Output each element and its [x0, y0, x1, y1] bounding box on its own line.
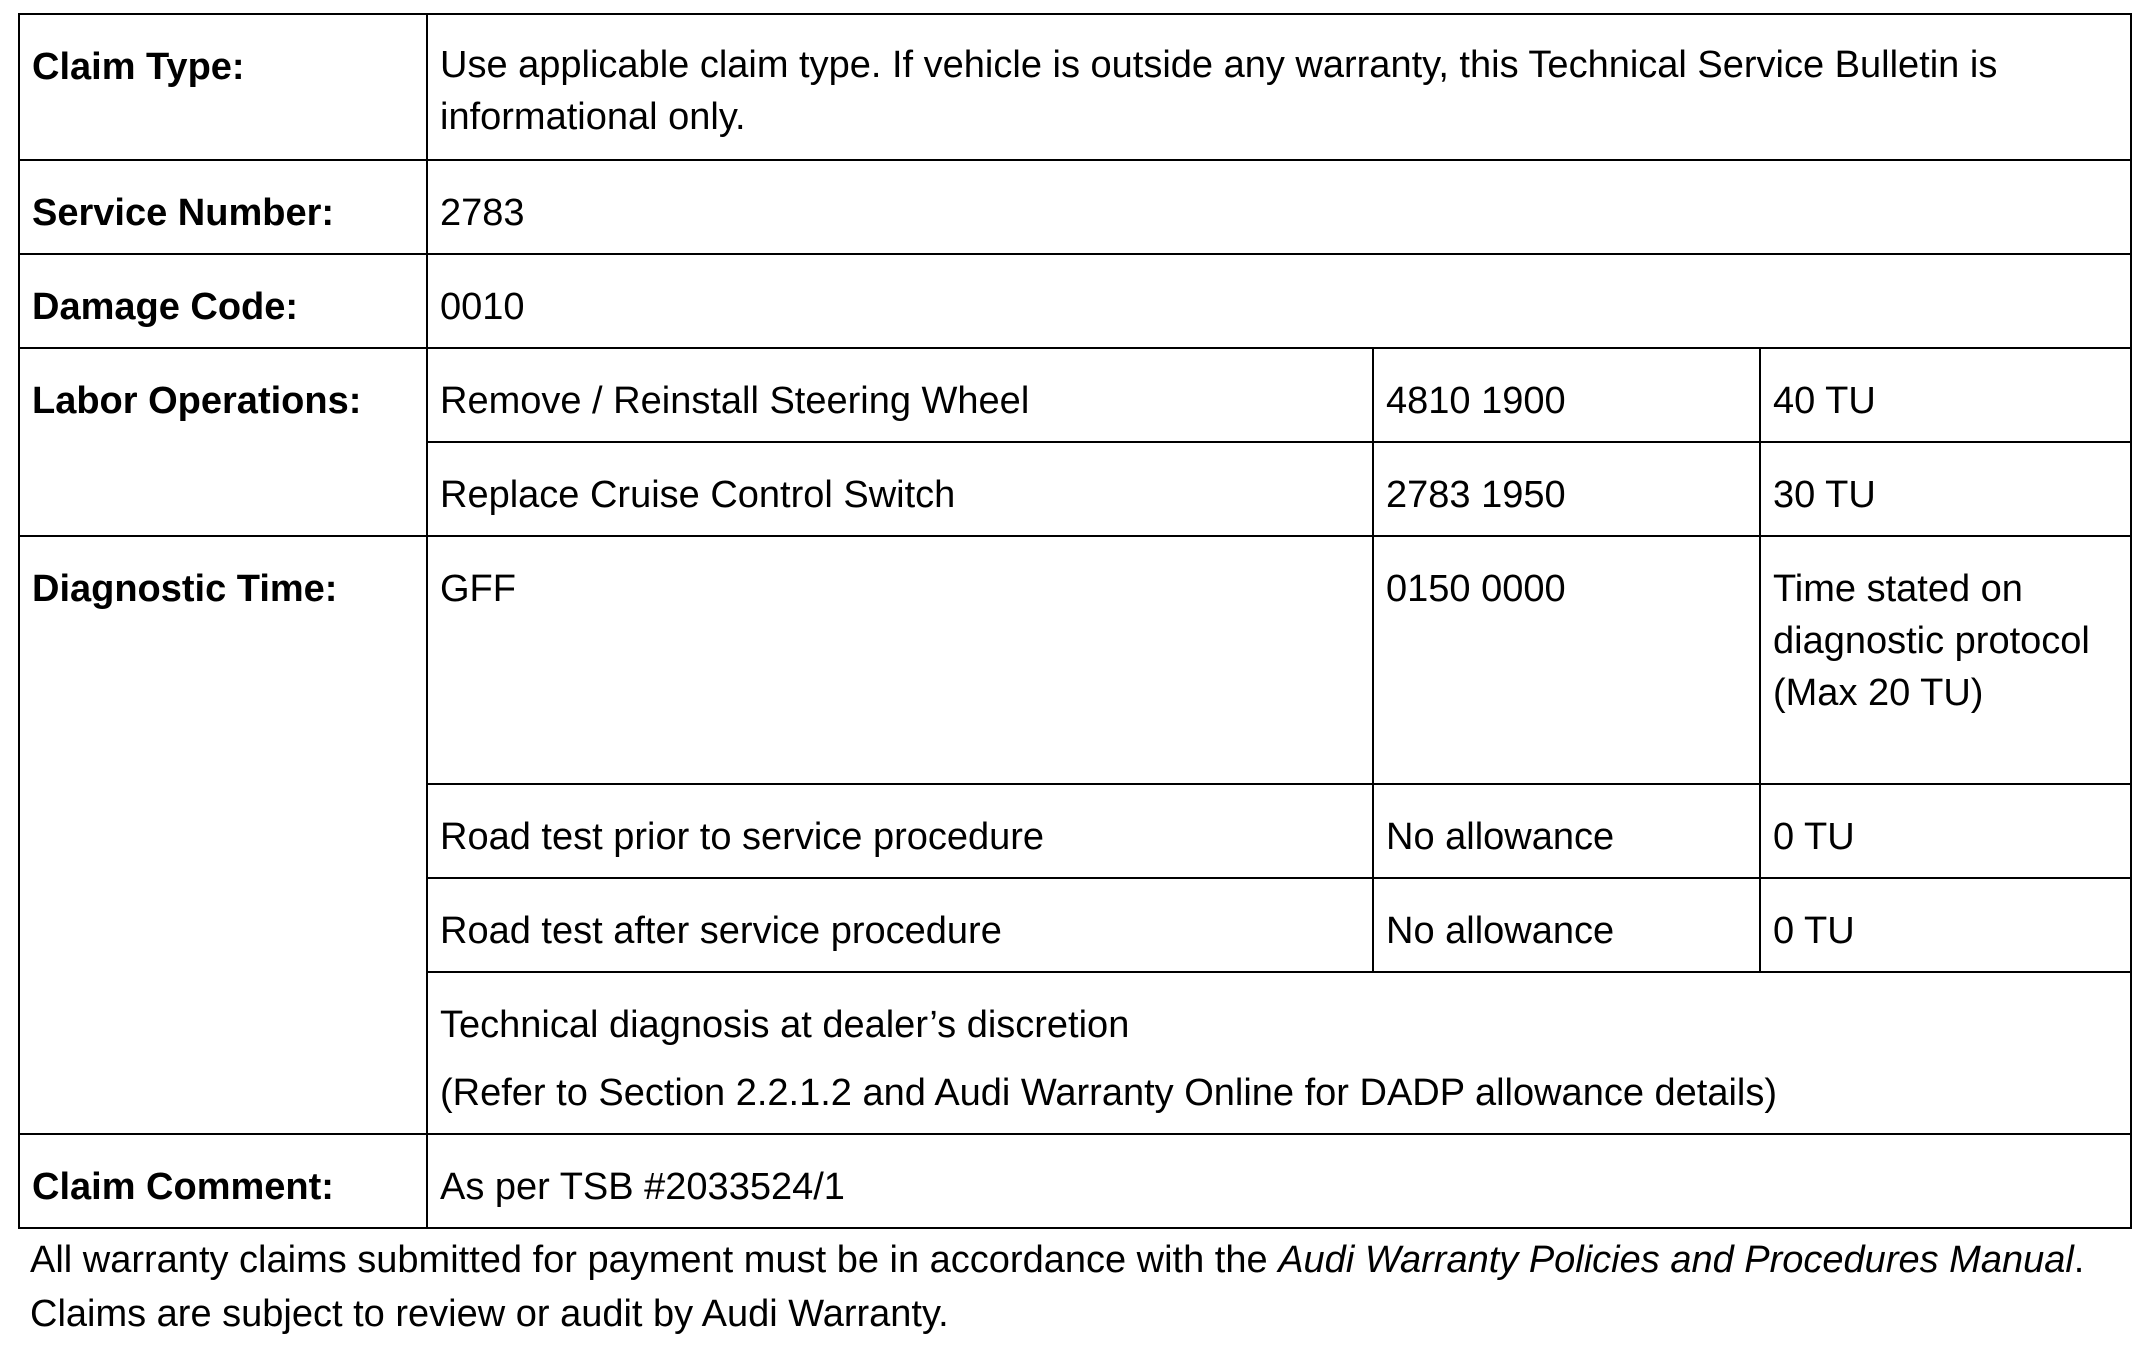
claim-type-value: Use applicable claim type. If vehicle is outside any warranty, this Technical Service Bulletin is informational only.	[427, 14, 2131, 160]
claim-type-row	[19, 14, 2131, 160]
claim-comment-row	[19, 1134, 2131, 1228]
labor-operation-code: 4810 1900	[1373, 348, 1760, 442]
labor-operations-label: Labor Operations:	[19, 348, 427, 536]
labor-operation-row	[19, 348, 2131, 442]
claim-comment-label: Claim Comment:	[19, 1134, 427, 1228]
diagnostic-code: No allowance	[1373, 784, 1760, 878]
warranty-footer-note	[30, 1233, 2130, 1341]
footer-text-before: All warranty claims submitted for payment must be in accordance with the	[30, 1239, 1279, 1281]
diagnostic-note-line: Technical diagnosis at dealer’s discretion	[440, 1004, 1130, 1046]
diagnostic-note	[427, 972, 2131, 1134]
diagnostic-description: Road test after service procedure	[427, 878, 1373, 972]
diagnostic-time-row	[19, 536, 2131, 784]
diagnostic-code: 0150 0000	[1373, 536, 1760, 784]
service-number-value: 2783	[427, 160, 2131, 254]
diagnostic-time-value: 0 TU	[1760, 878, 2131, 972]
labor-operation-description: Replace Cruise Control Switch	[427, 442, 1373, 536]
manual-title: Audi Warranty Policies and Procedures Manual	[1278, 1239, 2074, 1281]
warranty-claim-table	[18, 13, 2132, 1229]
service-number-row	[19, 160, 2131, 254]
labor-operation-time: 40 TU	[1760, 348, 2131, 442]
diagnostic-description: GFF	[427, 536, 1373, 784]
damage-code-label: Damage Code:	[19, 254, 427, 348]
claim-type-label: Claim Type:	[19, 14, 427, 160]
diagnostic-code: No allowance	[1373, 878, 1760, 972]
diagnostic-time-label: Diagnostic Time:	[19, 536, 427, 1134]
labor-operation-time: 30 TU	[1760, 442, 2131, 536]
labor-operation-code: 2783 1950	[1373, 442, 1760, 536]
claim-comment-value: As per TSB #2033524/1	[427, 1134, 2131, 1228]
diagnostic-description: Road test prior to service procedure	[427, 784, 1373, 878]
diagnostic-time-value: 0 TU	[1760, 784, 2131, 878]
diagnostic-time-value: Time stated on diagnostic protocol (Max 20 TU)	[1760, 536, 2131, 784]
diagnostic-note-reference: (Refer to Section 2.2.1.2 and Audi Warranty Online for DADP allowance details)	[440, 1072, 1778, 1114]
damage-code-row	[19, 254, 2131, 348]
labor-operation-description: Remove / Reinstall Steering Wheel	[427, 348, 1373, 442]
damage-code-value: 0010	[427, 254, 2131, 348]
service-number-label: Service Number:	[19, 160, 427, 254]
footer-text-after: . Claims are subject to review or audit by Audi Warranty.	[30, 1239, 2085, 1335]
